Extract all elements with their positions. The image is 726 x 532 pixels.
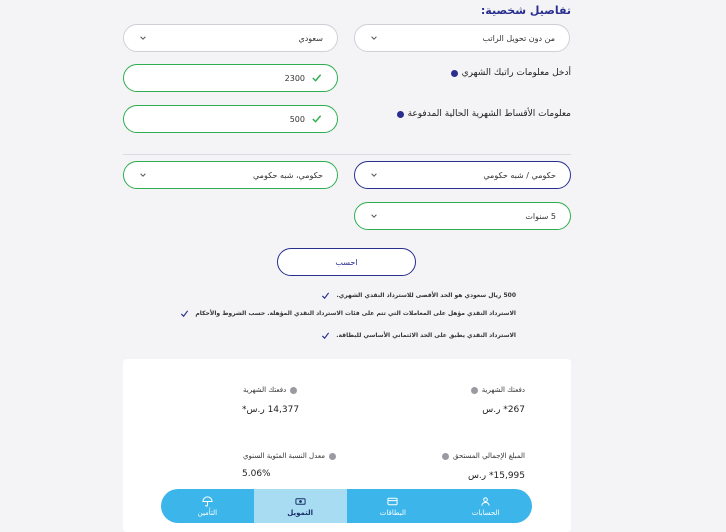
nationality-value: سعودي xyxy=(298,33,323,43)
nav-label-insurance: التأمين xyxy=(197,508,218,517)
bottom-nav xyxy=(161,489,532,523)
users-icon xyxy=(480,496,491,507)
chevron-down-icon xyxy=(369,211,379,221)
total-due-label: المبلغ الإجمالي المستحق xyxy=(453,452,525,460)
nationality-select[interactable] xyxy=(123,24,338,52)
apr-label-row xyxy=(243,452,336,460)
apr-value: 5.06% xyxy=(242,469,271,479)
check-icon xyxy=(180,309,189,318)
installments-input[interactable] xyxy=(123,105,338,133)
chevron-down-icon xyxy=(138,170,148,180)
umbrella-icon xyxy=(202,496,213,507)
salary-transfer-value: من دون تحويل الراتب xyxy=(482,33,555,43)
chevron-down-icon xyxy=(138,33,148,43)
employer-type-left-value: حكومي، شبه حكومي xyxy=(253,170,323,180)
total-monthly-label-row xyxy=(243,386,297,394)
monthly-payment-label-row xyxy=(471,386,525,394)
check-icon xyxy=(321,291,330,300)
total-due-value: 15,995* ر.س xyxy=(467,471,525,481)
employer-type-select[interactable] xyxy=(354,161,571,189)
installments-label-row xyxy=(397,109,571,119)
note-item xyxy=(321,331,516,340)
tenure-select[interactable] xyxy=(354,202,571,230)
info-icon[interactable] xyxy=(290,387,297,394)
check-icon xyxy=(311,72,323,84)
salary-label: أدخل معلومات راتبك الشهري xyxy=(461,68,571,78)
installments-label: معلومات الأقساط الشهرية الحالية المدفوعة xyxy=(407,109,571,119)
monthly-payment-value: 267* ر.س xyxy=(482,405,525,415)
calculate-button[interactable]: احسب xyxy=(277,248,416,276)
check-icon xyxy=(311,113,323,125)
monthly-payment-label: دفعتك الشهرية xyxy=(481,386,525,394)
tenure-value: 5 سنوات xyxy=(525,211,556,221)
employer-type-value: حكومي / شبه حكومي xyxy=(483,170,556,180)
info-icon[interactable] xyxy=(442,453,449,460)
money-icon xyxy=(295,496,306,507)
salary-label-row xyxy=(451,68,571,78)
chevron-down-icon xyxy=(369,170,379,180)
salary-transfer-select[interactable] xyxy=(354,24,570,52)
note-text: 500 ريال سعودي هو الحد الأقصى للاسترداد النقدي الشهري. xyxy=(336,292,516,299)
note-text: الاسترداد النقدي يطبق على الحد الائتماني الأساسي للبطاقة. xyxy=(336,332,516,339)
section-title: تفاصيل شخصية: xyxy=(480,4,571,17)
info-icon[interactable] xyxy=(329,453,336,460)
nav-item-cards[interactable] xyxy=(347,489,440,523)
total-monthly-value: 14,377 ر.س* xyxy=(242,405,300,415)
note-item xyxy=(321,291,516,300)
note-text: الاسترداد النقدي مؤهل على المعاملات التي تتم على فئات الاسترداد النقدي المؤهلة. حسب الشروط والأحكام xyxy=(195,310,516,317)
nav-item-insurance[interactable] xyxy=(161,489,254,523)
nav-label-finance: التمويل xyxy=(287,508,314,517)
salary-input[interactable] xyxy=(123,64,338,92)
nav-item-finance[interactable] xyxy=(254,489,347,523)
info-icon[interactable] xyxy=(471,387,478,394)
total-due-label-row xyxy=(442,452,525,460)
employer-type-select-left[interactable] xyxy=(123,161,338,189)
chevron-down-icon xyxy=(369,33,379,43)
note-item xyxy=(180,309,516,318)
total-monthly-label: دفعتك الشهرية xyxy=(243,386,287,394)
apr-label: معدل النسبة المئوية السنوي xyxy=(243,452,325,460)
nav-item-accounts[interactable] xyxy=(439,489,532,523)
card-icon xyxy=(387,496,398,507)
nav-label-accounts: الحسابات xyxy=(471,508,500,517)
installments-input-value: 500 xyxy=(289,114,305,124)
info-icon[interactable] xyxy=(397,111,404,118)
check-icon xyxy=(321,331,330,340)
nav-label-cards: البطاقات xyxy=(379,508,406,517)
info-icon[interactable] xyxy=(451,70,458,77)
divider xyxy=(123,154,571,155)
salary-input-value: 2300 xyxy=(284,73,305,83)
